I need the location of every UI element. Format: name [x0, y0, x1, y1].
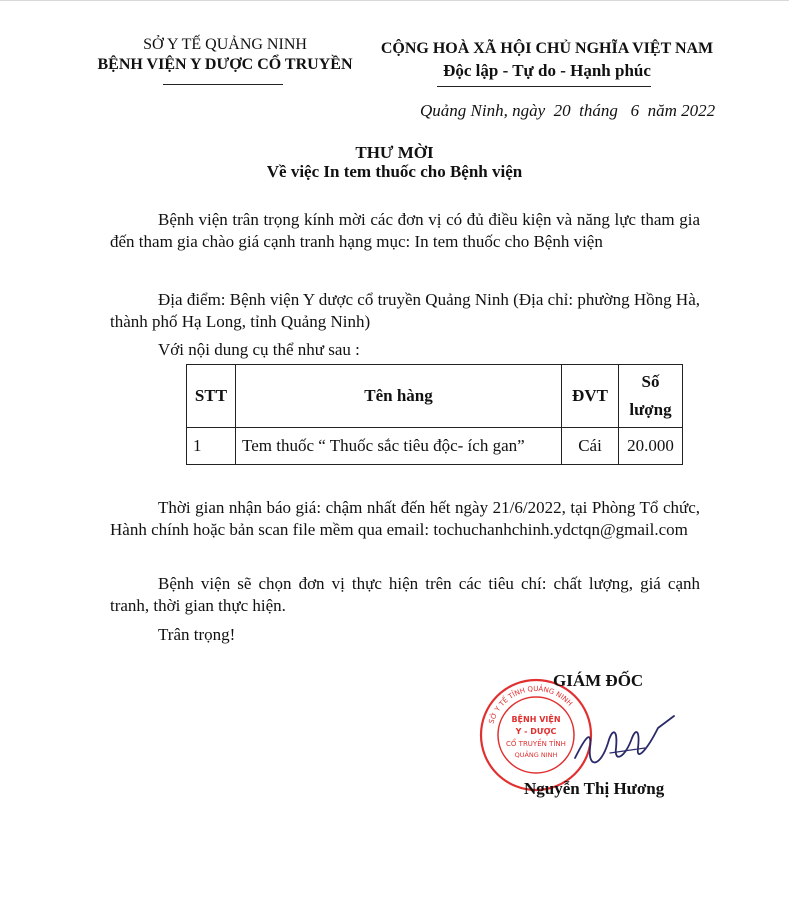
content-intro: Với nội dung cụ thể như sau :	[158, 340, 360, 359]
cell-item: Tem thuốc “ Thuốc sắc tiêu độc- ích gan”	[236, 428, 562, 465]
national-title: CỘNG HOÀ XÃ HỘI CHỦ NGHĨA VIỆT NAM	[380, 40, 714, 57]
items-table	[186, 364, 683, 465]
national-motto: Độc lập - Tự do - Hạnh phúc	[443, 61, 651, 80]
col-header-quantity	[619, 365, 683, 428]
header-left-underline	[163, 84, 283, 85]
location-paragraph: Địa điểm: Bệnh viện Y dược cổ truyền Quảng Ninh (Địa chỉ: phường Hồng Hà, thành phố Hạ Long, tỉnh Quảng Ninh)	[110, 290, 700, 331]
cell-quantity: 20.000	[619, 428, 683, 465]
signer-title: GIÁM ĐỐC	[553, 671, 644, 690]
page-top-border	[0, 0, 789, 1]
document-date	[420, 101, 715, 121]
date-month-label: tháng	[579, 101, 618, 120]
stamp-line2: Y - DƯỢC	[515, 727, 557, 736]
stamp-line3: CỔ TRUYỀN TỈNH	[506, 740, 566, 748]
signer-name: Nguyễn Thị Hương	[524, 779, 665, 798]
cell-unit: Cái	[562, 428, 619, 465]
stamp-line4: QUẢNG NINH	[514, 751, 558, 759]
col-header-unit: ĐVT	[562, 365, 619, 428]
document-title: THƯ MỜI	[355, 143, 434, 162]
date-day: 20	[553, 101, 571, 120]
header-right-underline	[437, 86, 651, 87]
stamp-line1: BỆNH VIỆN	[511, 715, 561, 724]
col-header-item: Tên hàng	[236, 365, 562, 428]
date-place: Quảng Ninh, ngày	[420, 101, 546, 120]
issuing-authority: SỞ Y TẾ QUẢNG NINH	[143, 36, 307, 53]
handwritten-signature	[570, 708, 680, 778]
criteria-paragraph: Bệnh viện sẽ chọn đơn vị thực hiện trên các tiêu chí: chất lượng, giá cạnh tranh, thời gian thực hiện.	[110, 574, 700, 615]
invite-paragraph: Bệnh viện trân trọng kính mời các đơn vị có đủ điều kiện và năng lực tham gia đến tham gia chào giá cạnh tranh hạng mục: In tem thuốc cho Bệnh viện	[110, 210, 700, 251]
document-subtitle: Về việc In tem thuốc cho Bệnh viện	[266, 162, 523, 181]
table-row	[187, 428, 683, 465]
col-header-stt: STT	[187, 365, 236, 428]
cell-stt: 1	[187, 428, 236, 465]
closing-text: Trân trọng!	[158, 625, 236, 644]
deadline-paragraph: Thời gian nhận báo giá: chậm nhất đến hết ngày 21/6/2022, tại Phòng Tổ chức, Hành chính hoặc bản scan file mềm qua email: tochuchanhchinh.ydctqn@gmail.com	[110, 498, 700, 539]
table-header-row	[187, 365, 683, 428]
stamp-outer-text: SỞ Y TẾ TỈNH QUẢNG NINH	[487, 684, 574, 725]
issuing-hospital: BỆNH VIỆN Y DƯỢC CỔ TRUYỀN	[97, 56, 353, 73]
date-year: năm 2022	[647, 101, 716, 120]
date-month: 6	[630, 101, 640, 120]
col-header-quantity-text: Số lượng	[629, 372, 672, 419]
